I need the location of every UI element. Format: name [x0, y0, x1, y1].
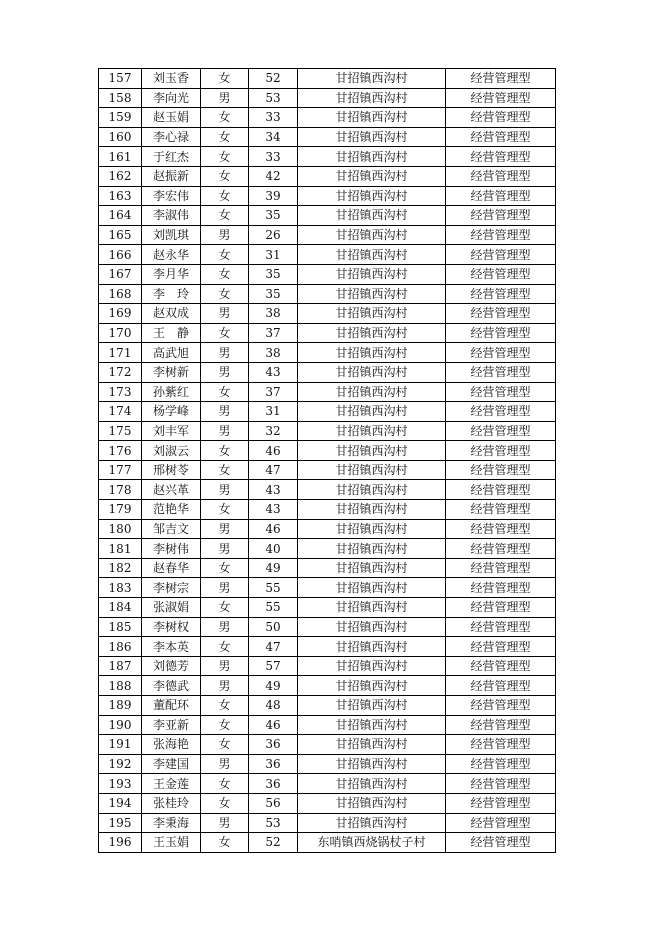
- table-row: [99, 735, 556, 755]
- name-cell: 刘淑云: [142, 441, 201, 461]
- table-row: [99, 813, 556, 833]
- row-number-cell: 162: [99, 166, 142, 186]
- type-cell: 经营管理型: [446, 833, 556, 853]
- type-cell: 经营管理型: [446, 500, 556, 520]
- type-cell: 经营管理型: [446, 754, 556, 774]
- age-cell: 35: [249, 284, 298, 304]
- type-cell: 经营管理型: [446, 88, 556, 108]
- table-row: [99, 617, 556, 637]
- gender-cell: 男: [201, 225, 249, 245]
- row-number-cell: 183: [99, 578, 142, 598]
- table-row: [99, 754, 556, 774]
- row-number-cell: 158: [99, 88, 142, 108]
- name-cell: 孙紫红: [142, 382, 201, 402]
- table-row: [99, 676, 556, 696]
- age-cell: 36: [249, 774, 298, 794]
- name-cell: 李亚新: [142, 715, 201, 735]
- type-cell: 经营管理型: [446, 539, 556, 559]
- name-cell: 刘德芳: [142, 656, 201, 676]
- age-cell: 53: [249, 813, 298, 833]
- village-cell: 甘招镇西沟村: [298, 186, 446, 206]
- row-number-cell: 167: [99, 264, 142, 284]
- gender-cell: 男: [201, 754, 249, 774]
- row-number-cell: 179: [99, 500, 142, 520]
- village-cell: 甘招镇西沟村: [298, 225, 446, 245]
- name-cell: 李本英: [142, 637, 201, 657]
- type-cell: 经营管理型: [446, 284, 556, 304]
- village-cell: 甘招镇西沟村: [298, 88, 446, 108]
- name-cell: 李德武: [142, 676, 201, 696]
- row-number-cell: 168: [99, 284, 142, 304]
- type-cell: 经营管理型: [446, 127, 556, 147]
- row-number-cell: 176: [99, 441, 142, 461]
- name-cell: 李建国: [142, 754, 201, 774]
- age-cell: 53: [249, 88, 298, 108]
- name-cell: 张桂玲: [142, 793, 201, 813]
- row-number-cell: 194: [99, 793, 142, 813]
- type-cell: 经营管理型: [446, 323, 556, 343]
- table-row: [99, 88, 556, 108]
- type-cell: 经营管理型: [446, 598, 556, 618]
- row-number-cell: 160: [99, 127, 142, 147]
- type-cell: 经营管理型: [446, 225, 556, 245]
- name-cell: 李淑伟: [142, 206, 201, 226]
- age-cell: 40: [249, 539, 298, 559]
- type-cell: 经营管理型: [446, 206, 556, 226]
- table-row: [99, 69, 556, 89]
- age-cell: 43: [249, 480, 298, 500]
- table-row: [99, 343, 556, 363]
- village-cell: 甘招镇西沟村: [298, 108, 446, 128]
- table-row: [99, 480, 556, 500]
- table-row: [99, 323, 556, 343]
- row-number-cell: 188: [99, 676, 142, 696]
- type-cell: 经营管理型: [446, 460, 556, 480]
- name-cell: 赵玉娟: [142, 108, 201, 128]
- name-cell: 邹吉文: [142, 519, 201, 539]
- age-cell: 38: [249, 304, 298, 324]
- age-cell: 46: [249, 519, 298, 539]
- gender-cell: 男: [201, 617, 249, 637]
- village-cell: 甘招镇西沟村: [298, 402, 446, 422]
- row-number-cell: 189: [99, 696, 142, 716]
- village-cell: 甘招镇西沟村: [298, 774, 446, 794]
- type-cell: 经营管理型: [446, 382, 556, 402]
- name-cell: 李树新: [142, 362, 201, 382]
- row-number-cell: 177: [99, 460, 142, 480]
- type-cell: 经营管理型: [446, 813, 556, 833]
- age-cell: 47: [249, 637, 298, 657]
- village-cell: 甘招镇西沟村: [298, 519, 446, 539]
- age-cell: 49: [249, 558, 298, 578]
- table-row: [99, 362, 556, 382]
- age-cell: 55: [249, 598, 298, 618]
- type-cell: 经营管理型: [446, 578, 556, 598]
- age-cell: 26: [249, 225, 298, 245]
- type-cell: 经营管理型: [446, 402, 556, 422]
- name-cell: 李树伟: [142, 539, 201, 559]
- row-number-cell: 184: [99, 598, 142, 618]
- row-number-cell: 164: [99, 206, 142, 226]
- table-row: [99, 460, 556, 480]
- table-row: [99, 127, 556, 147]
- name-cell: 刘凯琪: [142, 225, 201, 245]
- table-row: [99, 166, 556, 186]
- village-cell: 甘招镇西沟村: [298, 735, 446, 755]
- age-cell: 37: [249, 323, 298, 343]
- row-number-cell: 174: [99, 402, 142, 422]
- gender-cell: 男: [201, 676, 249, 696]
- name-cell: 李宏伟: [142, 186, 201, 206]
- village-cell: 甘招镇西沟村: [298, 676, 446, 696]
- table-row: [99, 108, 556, 128]
- row-number-cell: 169: [99, 304, 142, 324]
- name-cell: 邢树苓: [142, 460, 201, 480]
- table-row: [99, 225, 556, 245]
- age-cell: 55: [249, 578, 298, 598]
- type-cell: 经营管理型: [446, 362, 556, 382]
- age-cell: 52: [249, 833, 298, 853]
- village-cell: 甘招镇西沟村: [298, 617, 446, 637]
- age-cell: 49: [249, 676, 298, 696]
- type-cell: 经营管理型: [446, 147, 556, 167]
- age-cell: 48: [249, 696, 298, 716]
- village-cell: 甘招镇西沟村: [298, 127, 446, 147]
- row-number-cell: 159: [99, 108, 142, 128]
- row-number-cell: 187: [99, 656, 142, 676]
- gender-cell: 男: [201, 656, 249, 676]
- row-number-cell: 170: [99, 323, 142, 343]
- type-cell: 经营管理型: [446, 166, 556, 186]
- table-row: [99, 500, 556, 520]
- village-cell: 甘招镇西沟村: [298, 362, 446, 382]
- age-cell: 46: [249, 441, 298, 461]
- gender-cell: 女: [201, 264, 249, 284]
- gender-cell: 男: [201, 304, 249, 324]
- row-number-cell: 161: [99, 147, 142, 167]
- village-cell: 甘招镇西沟村: [298, 284, 446, 304]
- name-cell: 刘丰军: [142, 421, 201, 441]
- gender-cell: 女: [201, 774, 249, 794]
- gender-cell: 男: [201, 421, 249, 441]
- village-cell: 甘招镇西沟村: [298, 421, 446, 441]
- type-cell: 经营管理型: [446, 108, 556, 128]
- name-cell: 李月华: [142, 264, 201, 284]
- row-number-cell: 196: [99, 833, 142, 853]
- row-number-cell: 157: [99, 69, 142, 89]
- table-row: [99, 264, 556, 284]
- row-number-cell: 163: [99, 186, 142, 206]
- age-cell: 57: [249, 656, 298, 676]
- age-cell: 33: [249, 147, 298, 167]
- table-row: [99, 441, 556, 461]
- village-cell: 甘招镇西沟村: [298, 206, 446, 226]
- age-cell: 32: [249, 421, 298, 441]
- type-cell: 经营管理型: [446, 69, 556, 89]
- table-row: [99, 558, 556, 578]
- type-cell: 经营管理型: [446, 186, 556, 206]
- row-number-cell: 181: [99, 539, 142, 559]
- gender-cell: 女: [201, 323, 249, 343]
- gender-cell: 女: [201, 558, 249, 578]
- gender-cell: 男: [201, 88, 249, 108]
- table-row: [99, 637, 556, 657]
- gender-cell: 女: [201, 500, 249, 520]
- table-row: [99, 519, 556, 539]
- village-cell: 甘招镇西沟村: [298, 813, 446, 833]
- village-cell: 甘招镇西沟村: [298, 656, 446, 676]
- name-cell: 于红杰: [142, 147, 201, 167]
- name-cell: 李秉海: [142, 813, 201, 833]
- row-number-cell: 175: [99, 421, 142, 441]
- type-cell: 经营管理型: [446, 793, 556, 813]
- gender-cell: 女: [201, 382, 249, 402]
- row-number-cell: 165: [99, 225, 142, 245]
- gender-cell: 男: [201, 578, 249, 598]
- age-cell: 36: [249, 754, 298, 774]
- table-row: [99, 578, 556, 598]
- type-cell: 经营管理型: [446, 343, 556, 363]
- name-cell: 李树宗: [142, 578, 201, 598]
- age-cell: 46: [249, 715, 298, 735]
- gender-cell: 女: [201, 206, 249, 226]
- type-cell: 经营管理型: [446, 656, 556, 676]
- village-cell: 甘招镇西沟村: [298, 578, 446, 598]
- age-cell: 36: [249, 735, 298, 755]
- row-number-cell: 192: [99, 754, 142, 774]
- village-cell: 甘招镇西沟村: [298, 637, 446, 657]
- gender-cell: 男: [201, 362, 249, 382]
- row-number-cell: 178: [99, 480, 142, 500]
- gender-cell: 女: [201, 186, 249, 206]
- age-cell: 39: [249, 186, 298, 206]
- table-row: [99, 147, 556, 167]
- row-number-cell: 182: [99, 558, 142, 578]
- row-number-cell: 191: [99, 735, 142, 755]
- type-cell: 经营管理型: [446, 637, 556, 657]
- village-cell: 甘招镇西沟村: [298, 264, 446, 284]
- table-row: [99, 402, 556, 422]
- gender-cell: 男: [201, 519, 249, 539]
- village-cell: 甘招镇西沟村: [298, 539, 446, 559]
- type-cell: 经营管理型: [446, 617, 556, 637]
- village-cell: 甘招镇西沟村: [298, 245, 446, 265]
- village-cell: 甘招镇西沟村: [298, 793, 446, 813]
- age-cell: 34: [249, 127, 298, 147]
- name-cell: 杨学峰: [142, 402, 201, 422]
- type-cell: 经营管理型: [446, 696, 556, 716]
- name-cell: 赵春华: [142, 558, 201, 578]
- age-cell: 31: [249, 402, 298, 422]
- village-cell: 甘招镇西沟村: [298, 598, 446, 618]
- type-cell: 经营管理型: [446, 421, 556, 441]
- name-cell: 李 玲: [142, 284, 201, 304]
- gender-cell: 女: [201, 715, 249, 735]
- row-number-cell: 185: [99, 617, 142, 637]
- name-cell: 王玉娟: [142, 833, 201, 853]
- type-cell: 经营管理型: [446, 441, 556, 461]
- village-cell: 甘招镇西沟村: [298, 480, 446, 500]
- table-row: [99, 715, 556, 735]
- type-cell: 经营管理型: [446, 480, 556, 500]
- type-cell: 经营管理型: [446, 264, 556, 284]
- gender-cell: 女: [201, 637, 249, 657]
- age-cell: 52: [249, 69, 298, 89]
- gender-cell: 女: [201, 69, 249, 89]
- gender-cell: 男: [201, 813, 249, 833]
- village-cell: 甘招镇西沟村: [298, 304, 446, 324]
- table-row: [99, 793, 556, 813]
- table-row: [99, 186, 556, 206]
- village-cell: 甘招镇西沟村: [298, 166, 446, 186]
- type-cell: 经营管理型: [446, 676, 556, 696]
- name-cell: 高武旭: [142, 343, 201, 363]
- type-cell: 经营管理型: [446, 735, 556, 755]
- row-number-cell: 166: [99, 245, 142, 265]
- name-cell: 张淑娟: [142, 598, 201, 618]
- gender-cell: 女: [201, 460, 249, 480]
- gender-cell: 女: [201, 127, 249, 147]
- age-cell: 43: [249, 362, 298, 382]
- gender-cell: 女: [201, 441, 249, 461]
- age-cell: 37: [249, 382, 298, 402]
- village-cell: 甘招镇西沟村: [298, 343, 446, 363]
- village-cell: 甘招镇西沟村: [298, 69, 446, 89]
- table-row: [99, 598, 556, 618]
- table-row: [99, 304, 556, 324]
- age-cell: 56: [249, 793, 298, 813]
- age-cell: 38: [249, 343, 298, 363]
- gender-cell: 男: [201, 480, 249, 500]
- row-number-cell: 172: [99, 362, 142, 382]
- name-cell: 李向光: [142, 88, 201, 108]
- name-cell: 范艳华: [142, 500, 201, 520]
- row-number-cell: 171: [99, 343, 142, 363]
- gender-cell: 男: [201, 343, 249, 363]
- gender-cell: 女: [201, 598, 249, 618]
- table-row: [99, 833, 556, 853]
- table-row: [99, 696, 556, 716]
- age-cell: 35: [249, 206, 298, 226]
- gender-cell: 女: [201, 833, 249, 853]
- type-cell: 经营管理型: [446, 519, 556, 539]
- type-cell: 经营管理型: [446, 245, 556, 265]
- table-row: [99, 245, 556, 265]
- row-number-cell: 173: [99, 382, 142, 402]
- row-number-cell: 195: [99, 813, 142, 833]
- table-row: [99, 421, 556, 441]
- gender-cell: 男: [201, 402, 249, 422]
- table-row: [99, 774, 556, 794]
- row-number-cell: 180: [99, 519, 142, 539]
- age-cell: 33: [249, 108, 298, 128]
- row-number-cell: 193: [99, 774, 142, 794]
- roster-table-body: [99, 69, 556, 853]
- name-cell: 李树权: [142, 617, 201, 637]
- name-cell: 刘玉香: [142, 69, 201, 89]
- gender-cell: 女: [201, 108, 249, 128]
- age-cell: 50: [249, 617, 298, 637]
- village-cell: 甘招镇西沟村: [298, 500, 446, 520]
- village-cell: 甘招镇西沟村: [298, 147, 446, 167]
- gender-cell: 女: [201, 735, 249, 755]
- name-cell: 王 静: [142, 323, 201, 343]
- age-cell: 43: [249, 500, 298, 520]
- name-cell: 王金莲: [142, 774, 201, 794]
- gender-cell: 女: [201, 696, 249, 716]
- gender-cell: 女: [201, 793, 249, 813]
- gender-cell: 女: [201, 166, 249, 186]
- village-cell: 甘招镇西沟村: [298, 323, 446, 343]
- table-row: [99, 539, 556, 559]
- gender-cell: 女: [201, 147, 249, 167]
- village-cell: 甘招镇西沟村: [298, 558, 446, 578]
- table-row: [99, 382, 556, 402]
- table-row: [99, 206, 556, 226]
- row-number-cell: 190: [99, 715, 142, 735]
- table-row: [99, 656, 556, 676]
- age-cell: 42: [249, 166, 298, 186]
- name-cell: 赵兴革: [142, 480, 201, 500]
- type-cell: 经营管理型: [446, 304, 556, 324]
- village-cell: 甘招镇西沟村: [298, 696, 446, 716]
- type-cell: 经营管理型: [446, 774, 556, 794]
- gender-cell: 女: [201, 284, 249, 304]
- roster-table: [98, 68, 556, 853]
- age-cell: 47: [249, 460, 298, 480]
- village-cell: 甘招镇西沟村: [298, 382, 446, 402]
- village-cell: 甘招镇西沟村: [298, 715, 446, 735]
- type-cell: 经营管理型: [446, 715, 556, 735]
- row-number-cell: 186: [99, 637, 142, 657]
- gender-cell: 男: [201, 539, 249, 559]
- name-cell: 赵双成: [142, 304, 201, 324]
- type-cell: 经营管理型: [446, 558, 556, 578]
- age-cell: 35: [249, 264, 298, 284]
- gender-cell: 女: [201, 245, 249, 265]
- village-cell: 东哨镇西烧锅杖子村: [298, 833, 446, 853]
- village-cell: 甘招镇西沟村: [298, 441, 446, 461]
- name-cell: 李心禄: [142, 127, 201, 147]
- table-row: [99, 284, 556, 304]
- village-cell: 甘招镇西沟村: [298, 460, 446, 480]
- name-cell: 张海艳: [142, 735, 201, 755]
- age-cell: 31: [249, 245, 298, 265]
- name-cell: 董配环: [142, 696, 201, 716]
- name-cell: 赵永华: [142, 245, 201, 265]
- village-cell: 甘招镇西沟村: [298, 754, 446, 774]
- name-cell: 赵振新: [142, 166, 201, 186]
